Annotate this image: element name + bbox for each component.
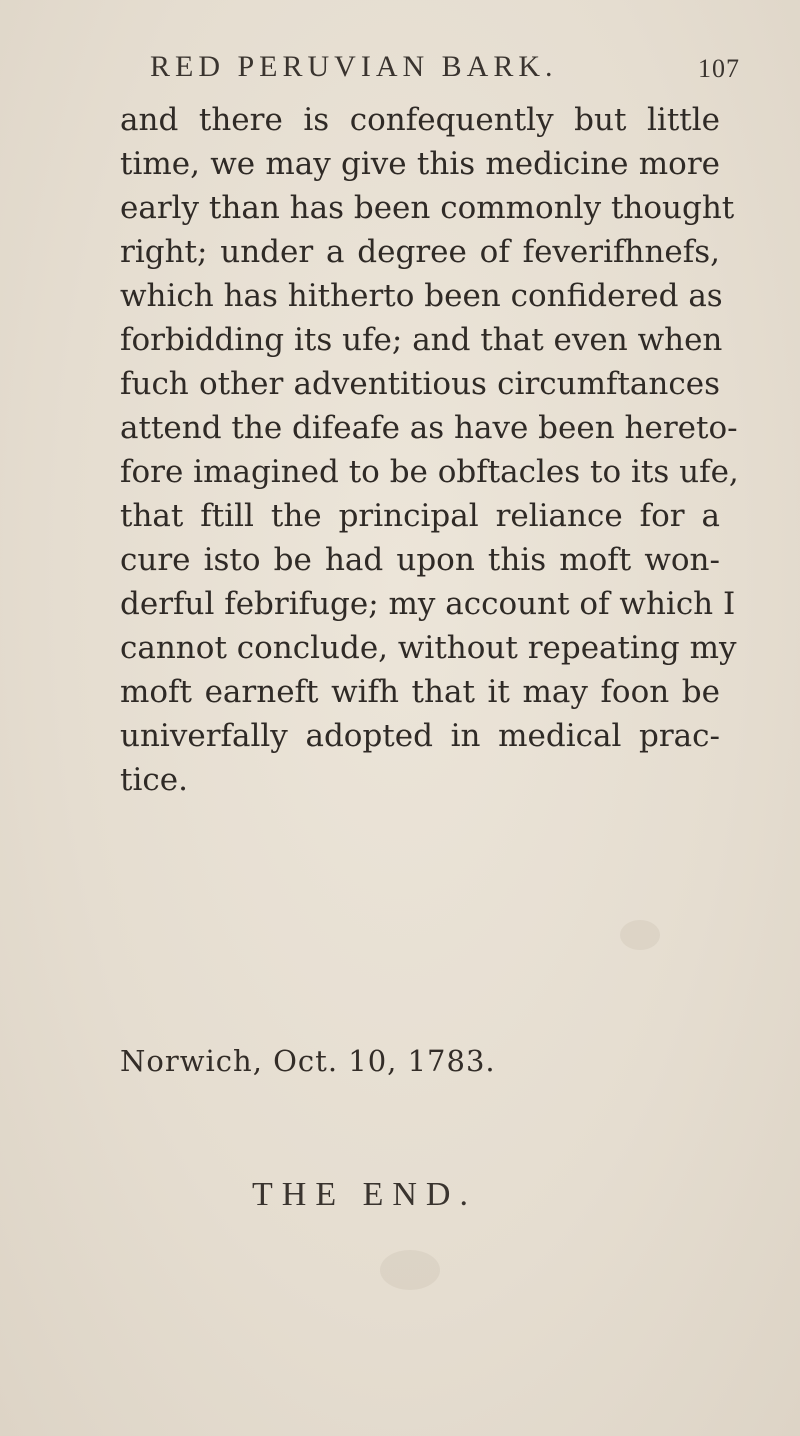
running-head-title: RED PERUVIAN BARK. [150,50,558,83]
text-line: time, we may give this medicine more [120,146,720,182]
text-line: attend the difeafe as have been hereto- [120,410,738,446]
the-end: THE END. [252,1176,477,1213]
text-line: cure isto be had upon this moft won- [120,542,720,578]
text-line: tice. [120,762,188,798]
paper-stain [620,920,660,950]
text-line: and there is confequently but little [120,102,720,138]
text-line: right; under a degree of feverifhnefs, [120,234,720,270]
body-text [120,98,739,802]
signoff: Norwich, Oct. 10, 1783. [120,1044,496,1078]
text-line: derful febrifuge; my account of which I [120,586,736,622]
page-number: 107 [698,54,740,83]
text-line: cannot conclude, without repeating my [120,630,737,666]
text-line: univerfally adopted in medical prac- [120,718,720,754]
text-line: fore imagined to be obftacles to its ufe, [120,454,739,490]
text-line: that ftill the principal reliance for a [120,498,720,534]
text-line: forbidding its ufe; and that even when [120,322,723,358]
text-line: fuch other adventitious circumftances [120,366,720,402]
text-line: which has hitherto been confidered as [120,278,723,314]
text-line: early than has been commonly thought [120,190,735,226]
running-head [150,50,740,90]
paper-stain [380,1250,440,1290]
text-line: moft earneft wifh that it may foon be [120,674,720,710]
